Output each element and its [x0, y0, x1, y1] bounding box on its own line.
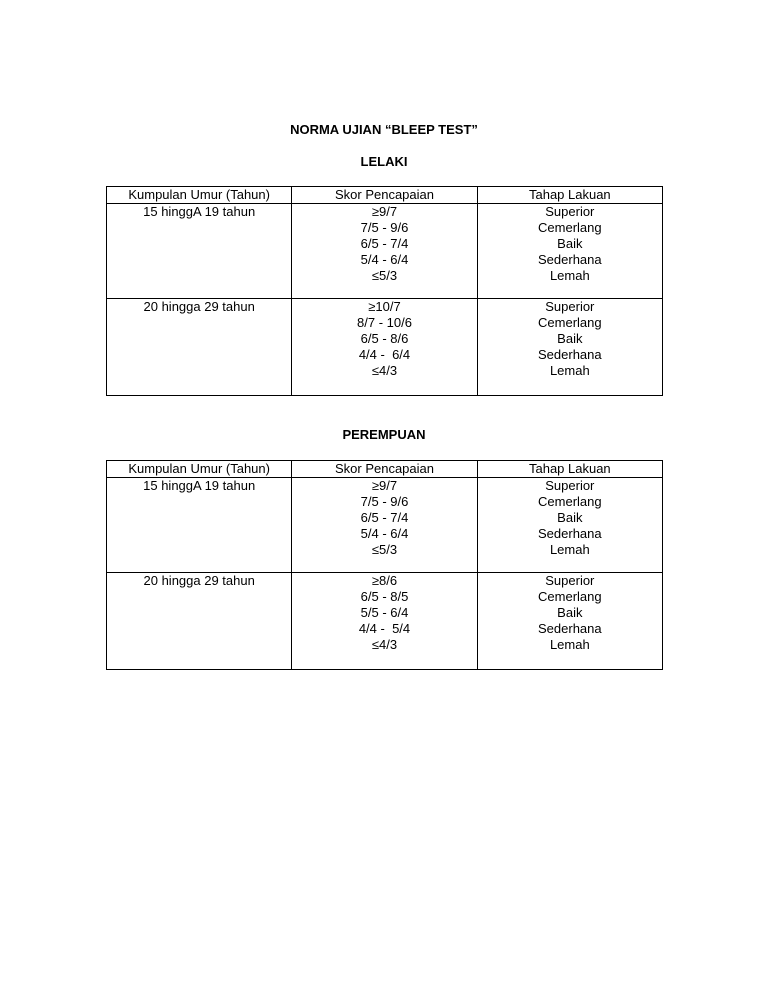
score-value: 6/5 - 8/5 [360, 589, 409, 604]
score-value: 4/4 - 5/4 [358, 621, 411, 636]
level-value: Sederhana [538, 252, 602, 267]
score-cell [292, 573, 477, 670]
header-age-group: Kumpulan Umur (Tahun) [107, 461, 292, 478]
table-header-row [107, 187, 663, 204]
level-value: Baik [557, 605, 583, 620]
table-row [107, 573, 663, 670]
score-value: ≤4/3 [371, 637, 398, 652]
level-value: Sederhana [538, 347, 602, 362]
score-value: 7/5 - 9/6 [360, 494, 409, 509]
score-value: 6/5 - 7/4 [360, 236, 409, 251]
section-title-perempuan: PEREMPUAN [342, 427, 426, 442]
level-value: Cemerlang [538, 589, 602, 604]
table-row [107, 299, 663, 396]
age-group-cell [107, 478, 292, 573]
level-value: Superior [545, 573, 595, 588]
score-value: 7/5 - 9/6 [360, 220, 409, 235]
level-value: Superior [545, 204, 595, 219]
score-value: ≤5/3 [371, 542, 398, 557]
score-cell [292, 478, 477, 573]
score-value: 6/5 - 8/6 [360, 331, 409, 346]
level-value: Baik [557, 510, 583, 525]
level-cell [477, 478, 662, 573]
age-group-cell [107, 573, 292, 670]
score-cell [292, 299, 477, 396]
level-value: Sederhana [538, 526, 602, 541]
header-score: Skor Pencapaian [292, 187, 477, 204]
header-performance-level: Tahap Lakuan [477, 187, 662, 204]
level-value: Lemah [549, 542, 590, 557]
level-cell [477, 299, 662, 396]
table-row [107, 478, 663, 573]
score-value: 4/4 - 6/4 [358, 347, 411, 362]
level-value: Lemah [549, 637, 590, 652]
score-value: ≤5/3 [371, 268, 398, 283]
score-value: 5/5 - 6/4 [360, 605, 409, 620]
score-value: ≥10/7 [368, 299, 401, 314]
header-age-group: Kumpulan Umur (Tahun) [107, 187, 292, 204]
level-value: Lemah [549, 363, 590, 378]
score-value: ≤4/3 [371, 363, 398, 378]
age-group-cell [107, 299, 292, 396]
age-group-text: 15 hinggA 19 tahun [143, 204, 256, 219]
level-value: Baik [557, 331, 583, 346]
level-value: Sederhana [538, 621, 602, 636]
table-header-row [107, 461, 663, 478]
level-value: Lemah [549, 268, 590, 283]
level-value: Cemerlang [538, 220, 602, 235]
score-value: 6/5 - 7/4 [360, 510, 409, 525]
level-value: Cemerlang [538, 494, 602, 509]
norm-table-perempuan [106, 460, 663, 670]
header-score: Skor Pencapaian [292, 461, 477, 478]
age-group-text: 20 hingga 29 tahun [143, 573, 255, 588]
age-group-text: 15 hinggA 19 tahun [143, 478, 256, 493]
level-cell [477, 573, 662, 670]
score-value: 8/7 - 10/6 [357, 315, 412, 330]
score-value: 5/4 - 6/4 [360, 526, 409, 541]
score-value: ≥9/7 [371, 204, 398, 219]
section-title-lelaki: LELAKI [360, 154, 408, 169]
header-performance-level: Tahap Lakuan [477, 461, 662, 478]
score-value: ≥9/7 [371, 478, 398, 493]
table-row [107, 204, 663, 299]
level-cell [477, 204, 662, 299]
age-group-cell [107, 204, 292, 299]
level-value: Cemerlang [538, 315, 602, 330]
level-value: Superior [545, 299, 595, 314]
norm-table-lelaki [106, 186, 663, 396]
score-cell [292, 204, 477, 299]
document-title: NORMA UJIAN “BLEEP TEST” [290, 122, 478, 137]
level-value: Baik [557, 236, 583, 251]
score-value: ≥8/6 [371, 573, 398, 588]
level-value: Superior [545, 478, 595, 493]
age-group-text: 20 hingga 29 tahun [143, 299, 255, 314]
score-value: 5/4 - 6/4 [360, 252, 409, 267]
